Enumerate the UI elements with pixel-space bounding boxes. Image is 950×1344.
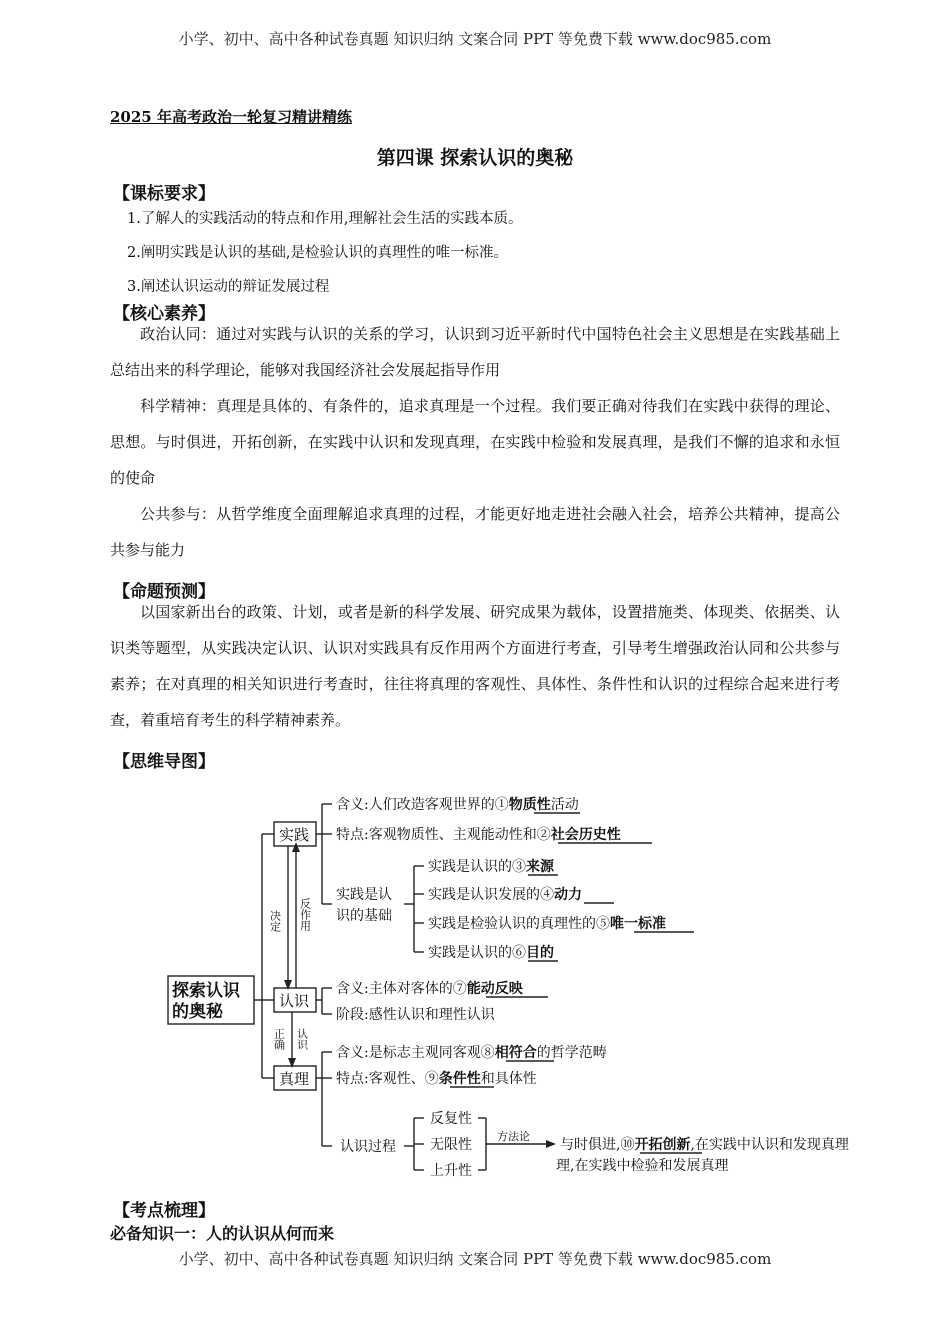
link-correct: 正确 [272,1028,286,1050]
practice-node-label: 实践 [279,826,310,844]
document-subtitle: 2025 年高考政治一轮复习精讲精练 [110,108,352,126]
link-react: 反作用 [298,898,312,931]
method-line1: 与时俱进,⑩开拓创新,在实践中认识和发现真理 [560,1137,849,1153]
practice-meaning: 含义:人们改造客观世界的①物质性活动 [336,797,579,813]
literacy-paragraph: 政治认同：通过对实践与认识的关系的学习，认识到习近平新时代中国特色社会主义思想是在实践基础上总结出来的科学理论，能够对我国经济社会发展起指导作用 [110,325,840,379]
literacy-paragraph: 科学精神：真理是具体的、有条件的，追求真理是一个过程。我们要正确对待我们在实践中获得的理论、思想。与时俱进，开拓创新，在实践中认识和发现真理，在实践中检验和发展真理，是我们不懈的追求和永恒的使命 [110,397,840,487]
process-item: 反复性 [430,1111,472,1127]
method-line2: 理,在实践中检验和发展真理 [556,1158,729,1174]
cognition-meaning: 含义:主体对客体的⑦能动反映 [336,981,523,997]
practice-basis-line2: 识的基础 [336,908,392,924]
basis-item: 实践是认识的⑥目的 [428,945,554,961]
section-heading-forecast: 【命题预测】 [113,582,215,602]
page-footer: 小学、初中、高中各种试卷真题 知识归纳 文案合同 PPT 等免费下载 www.doc985.com [178,1250,772,1268]
process-item: 上升性 [430,1163,472,1179]
process-item: 无限性 [430,1137,472,1153]
knowledge-heading-1: 必备知识一：人的认识从何而来 [110,1224,335,1243]
lesson-title: 第四课 探索认识的奥秘 [376,147,574,169]
link-cognition: 认识 [295,1028,309,1050]
practice-basis-line1: 实践是认 [336,887,392,903]
cognition-node-label: 认识 [279,992,310,1010]
truth-meaning: 含义:是标志主观同客观⑧相符合的哲学范畴 [336,1045,607,1061]
literacy-paragraph: 公共参与：从哲学维度全面理解追求真理的过程，才能更好地走进社会融入社会，培养公共精神，提高公共参与能力 [110,505,840,559]
truth-feature: 特点:客观性、⑨条件性和具体性 [336,1071,537,1087]
curriculum-item: 3.阐述认识运动的辩证发展过程 [127,279,330,295]
page-header: 小学、初中、高中各种试卷真题 知识归纳 文案合同 PPT 等免费下载 www.doc985.com [178,30,772,48]
link-decide: 决定 [268,910,282,932]
basis-item: 实践是认识的③来源 [428,859,554,875]
truth-node-label: 真理 [279,1070,310,1088]
root-label-line2: 的奥秘 [172,1002,223,1022]
curriculum-item: 1.了解人的实践活动的特点和作用,理解社会生活的实践本质。 [127,211,523,227]
root-label-line1: 探索认识 [172,981,240,1001]
basis-item: 实践是认识发展的④动力 [428,887,582,903]
section-heading-points: 【考点梳理】 [113,1201,215,1221]
curriculum-item: 2.阐明实践是认识的基础,是检验认识的真理性的唯一标准。 [127,245,508,261]
basis-item: 实践是检验认识的真理性的⑤唯一标准 [428,916,666,932]
section-heading-mindmap: 【思维导图】 [113,752,215,772]
practice-feature: 特点:客观物质性、主观能动性和②社会历史性 [336,827,621,843]
section-heading-curriculum: 【课标要求】 [113,184,215,204]
cognition-stage: 阶段:感性认识和理性认识 [336,1007,495,1023]
section-heading-literacy: 【核心素养】 [113,304,215,324]
process-label: 认识过程 [340,1139,396,1155]
forecast-paragraph: 以国家新出台的政策、计划，或者是新的科学发展、研究成果为载体，设置措施类、体现类、依据类、认识类等题型，从实践决定认识、认识对实践具有反作用两个方面进行考查，引导考生增强政治认同和公共参与素养；在对真理的相关知识进行考查时，往往将真理的客观性、具体性、条件性和认识的过程综合起来进行考查，着重培育考生的科学精神素养。 [110,603,840,729]
method-label: 方法论 [497,1130,530,1143]
mind-map [0,780,950,1180]
